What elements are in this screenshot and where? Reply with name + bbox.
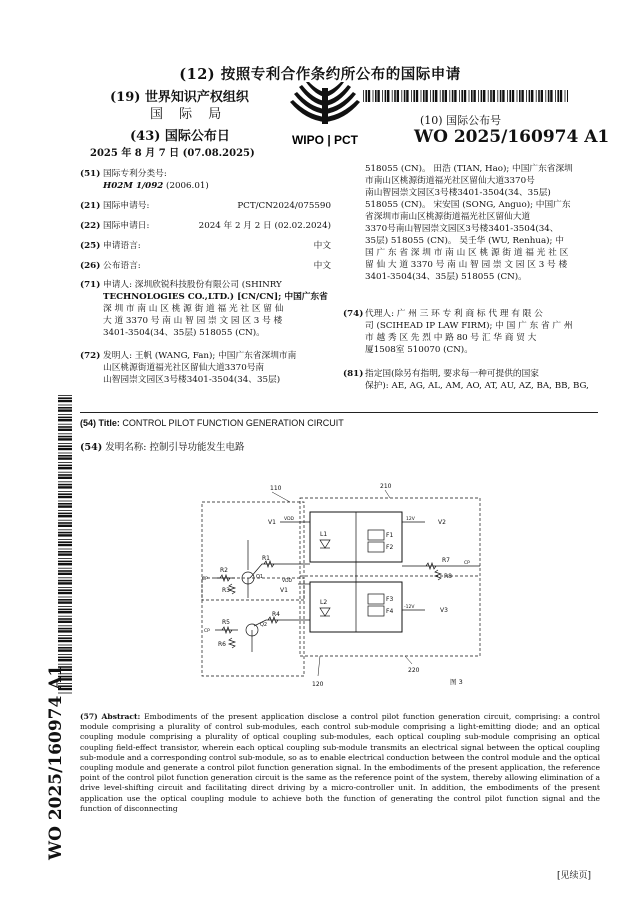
label-f3: F3 xyxy=(386,596,394,603)
label-r5: R5 xyxy=(222,619,230,626)
label-v1-top: V1 xyxy=(268,519,276,526)
inventor-line: 留 仙 大 道 3370 号 南 山 智 园 崇 文 园 区 3 号 楼 xyxy=(365,260,568,270)
field-54-number: (54) xyxy=(80,418,97,428)
label-r3: R3 xyxy=(222,587,230,594)
field-51-label: 国际专利分类号: xyxy=(103,169,167,179)
field-71-number: (71) xyxy=(80,280,101,290)
field-57-number: (57) xyxy=(80,712,98,721)
side-barcode xyxy=(58,395,72,695)
applicant-block xyxy=(103,279,333,339)
label-f1: F1 xyxy=(386,532,394,539)
field-74-number: (74) xyxy=(343,309,364,319)
agent-line: 市 越 秀 区 先 烈 中 路 80 号 汇 华 商 贸 大 xyxy=(365,333,537,343)
publication-date-label: (43) 国际公布日 xyxy=(130,129,230,144)
inventor-line: 市南山区桃源街道福光社区留仙大道3370号 xyxy=(365,176,535,186)
field-21-number: (21) xyxy=(80,201,101,211)
inventor-line: 发明人: 王帆 (WANG, Fan); 中国广东省深圳市南 xyxy=(103,351,297,361)
label-cp2: CP xyxy=(204,629,210,634)
field-26-label: 公布语言: xyxy=(103,261,141,271)
label-vdd2: VDD xyxy=(282,579,293,584)
field-72-number: (72) xyxy=(80,351,101,361)
application-number: PCT/CN2024/075590 xyxy=(237,201,331,211)
publication-date: 2025 年 8 月 7 日 (07.08.2025) xyxy=(90,148,255,159)
agent-line: 代理人: 广 州 三 环 专 利 商 标 代 理 有 限 公 xyxy=(365,309,543,319)
label-cp1: CP xyxy=(202,577,208,582)
inventor-block xyxy=(103,350,333,386)
module-120-outline xyxy=(202,578,304,676)
continued-on-next-page: [见续页] xyxy=(557,871,592,881)
label-v1-mid: V1 xyxy=(280,587,288,594)
field-26-number: (26) xyxy=(80,261,101,271)
inventor-line: 省深圳市南山区桃源街道福光社区留仙大道 xyxy=(365,212,531,222)
publication-number-label: (10) 国际公布号 xyxy=(420,114,502,127)
inventor-line: 南山智园崇文园区3号楼3401-3504(34、35层) xyxy=(365,188,551,198)
field-25-label: 申请语言: xyxy=(103,241,141,251)
applicant-line: 3401-3504(34、35层) 518055 (CN)。 xyxy=(103,328,265,338)
designated-states-block xyxy=(365,368,600,392)
document-title: (12) 按照专利合作条约所公布的国际申请 xyxy=(179,66,461,83)
label-v3: V3 xyxy=(440,607,448,614)
abstract-text: Embodiments of the present application disclose a control pilot function generation circuit, comprising: a control module comprising a plurality of control sub-modules, each control sub-module comprising a light-emitting diode; and an optical coupling module comprising a plurality of optical coupling sub-modules, each optical coupling sub-module comprising an optical coupling field-effect transistor, wherein each optical coupling sub-module transmits an electrical signal between the optical coupling sub-module and a corresponding control sub-module, so as to enable electrical conduction between the control module and the optical coupling module and generate a control pilot function generation signal. In the embodiments of the present application, the reference point of the control pilot function generation circuit is the same as the reference point of the system, thereby allowing elimination of a drive level-shifting circuit and facilitating direct driving by a micro-controller unit. In addition, the embodiments of the present application use the optical coupling module to achieve both the function of generating the control pilot function signal and the function of disconnecting xyxy=(80,712,601,813)
label-vdd: VDD xyxy=(284,517,295,522)
label-120: 120 xyxy=(312,681,324,688)
publication-number: WO 2025/160974 A1 xyxy=(414,127,610,147)
inventor-line: 山区桃源街道福光社区留仙大道3370号南 xyxy=(103,363,265,373)
field-21-label: 国际申请号: xyxy=(103,201,150,211)
inventor-line: 518055 (CN)。 宋安国 (SONG, Anguo); 中国广东 xyxy=(365,200,571,210)
inventor-line: 山智园崇文园区3号楼3401-3504(34、35层) xyxy=(103,375,281,385)
label-r4: R4 xyxy=(272,611,280,618)
label-v2: V2 xyxy=(438,519,446,526)
field-22-label: 国际申请日: xyxy=(103,221,150,231)
label-q2: Q2 xyxy=(260,622,268,628)
label-r6: R6 xyxy=(218,641,226,648)
label-r7: R7 xyxy=(442,557,450,564)
designated-states-line: 指定国(除另有指明, 要求每一种可提供的国家 xyxy=(365,369,539,379)
label-220: 220 xyxy=(408,667,420,674)
english-title-row xyxy=(80,418,344,428)
agent-block xyxy=(365,308,600,356)
inventor-line: 3401-3504(34、35层) 518055 (CN)。 xyxy=(365,272,527,282)
inventor-line: 国 广 东 省 深 圳 市 南 山 区 桃 源 街 道 福 光 社 区 xyxy=(365,248,569,258)
inventor-line: 518055 (CN)。 田浩 (TIAN, Hao); 中国广东省深圳 xyxy=(365,164,573,174)
filing-date: 2024 年 2 月 2 日 (02.02.2024) xyxy=(198,221,331,231)
label-f2: F2 xyxy=(386,544,394,551)
label-cp-out: CP xyxy=(464,561,470,566)
label-l2: L2 xyxy=(320,599,328,606)
label-12v-top: 12V xyxy=(406,517,415,522)
organization-name: (19) 世界知识产权组织 xyxy=(110,90,249,105)
circuit-diagram xyxy=(180,480,510,690)
field-25-number: (25) xyxy=(80,241,101,251)
label-r1: R1 xyxy=(262,555,270,562)
field-51-number: (51) xyxy=(80,169,101,179)
side-publication-number: WO 2025/160974 A1 xyxy=(46,664,66,860)
barcode-top xyxy=(363,90,568,102)
filing-language: 中文 xyxy=(313,241,331,251)
english-title: CONTROL PILOT FUNCTION GENERATION CIRCUIT xyxy=(122,418,344,428)
agent-line: 厦1508室 510070 (CN)。 xyxy=(365,345,473,355)
label-110: 110 xyxy=(270,485,282,492)
english-title-label: Title: xyxy=(98,418,120,428)
label-210: 210 xyxy=(380,483,392,490)
inventor-line: 3370号南山智园崇文园区3号楼3401-3504(34、 xyxy=(365,224,559,234)
section-divider xyxy=(80,412,598,413)
publication-language: 中文 xyxy=(313,261,331,271)
abstract-label: Abstract: xyxy=(101,712,141,721)
wipo-logo-text: WIPO | PCT xyxy=(291,133,359,147)
applicant-line: 深 圳 市 南 山 区 桃 源 街 道 福 光 社 区 留 仙 xyxy=(103,304,284,314)
figure-caption: 图 3 xyxy=(450,678,463,686)
inventor-line: 35层) 518055 (CN)。 吴壬华 (WU, Renhua); 中 xyxy=(365,236,564,246)
applicant-line: 申请人: 深圳欣锐科技股份有限公司 (SHINRY xyxy=(103,280,282,290)
field-81-number: (81) xyxy=(343,369,364,379)
label-q1: Q1 xyxy=(256,574,264,580)
chinese-title-label: 发明名称: xyxy=(105,442,147,453)
chinese-title-row xyxy=(80,439,245,453)
ipc-version: (2006.01) xyxy=(163,181,209,191)
label-r2: R2 xyxy=(220,567,228,574)
field-54-number: (54) xyxy=(80,442,103,453)
label-12v-bottom: -12V xyxy=(404,605,415,610)
organization-bureau: 国 际 局 xyxy=(150,107,228,122)
label-r8: R8 xyxy=(444,573,452,580)
agent-line: 司 (SCIHEAD IP LAW FIRM); 中 国 广 东 省 广 州 xyxy=(365,321,573,331)
applicant-line: TECHNOLOGIES CO.,LTD.) [CN/CN]; 中国广东省 xyxy=(103,292,328,302)
ipc-class: H02M 1/092 xyxy=(103,181,164,191)
label-f4: F4 xyxy=(386,608,394,615)
inventor-continuation xyxy=(365,163,600,283)
label-l1: L1 xyxy=(320,531,328,538)
field-22-number: (22) xyxy=(80,221,101,231)
designated-states-line: 保护): AE, AG, AL, AM, AO, AT, AU, AZ, BA, BB, BG, xyxy=(365,381,589,391)
applicant-line: 大 道 3370 号 南 山 智 园 崇 文 园 区 3 号 楼 xyxy=(103,316,283,326)
abstract xyxy=(80,712,600,814)
chinese-title: 控制引导功能发生电路 xyxy=(149,442,245,453)
